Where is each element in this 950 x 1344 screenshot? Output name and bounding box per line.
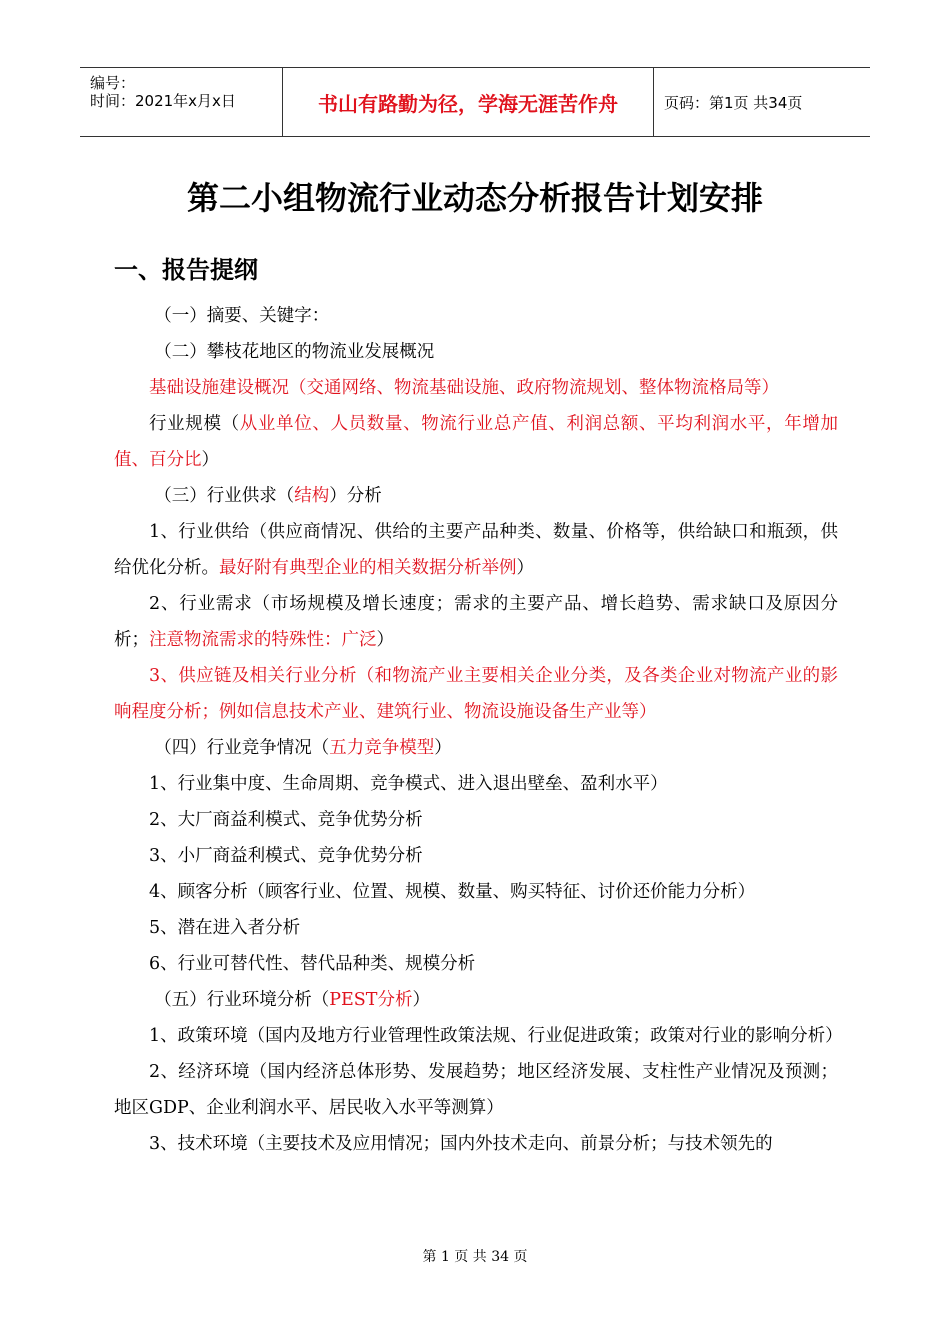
text-run: ） [412, 990, 430, 1010]
text-run: ）分析 [329, 486, 382, 506]
text-run: 1、行业供给（供应商情况、供给的主要产品种类、数量、价格等，供给缺口和瓶颈，供给优化分析。 [114, 522, 838, 578]
text-run: （五）行业环境分析（ [154, 990, 330, 1010]
section-heading: 一、报告提纲 [114, 256, 258, 284]
header-motto: 书山有路勤为径，学海无涯苦作舟 [318, 91, 618, 116]
outline-paragraph: 基础设施建设概况（交通网络、物流基础设施、政府物流规划、整体物流格局等） [149, 378, 779, 398]
highlight-text: 五力竞争模型 [329, 738, 435, 758]
outline-paragraph: 4、顾客分析（顾客行业、位置、规模、数量、购买特征、讨价还价能力分析） [149, 882, 756, 902]
text-run: ） [516, 558, 534, 578]
text-run: 2、行业需求（市场规模及增长速度；需求的主要产品、增长趋势、需求缺口及原因分析； [114, 594, 838, 650]
highlight-text: 最好附有典型企业的相关数据分析举例 [219, 558, 517, 578]
outline-paragraph: 6、行业可替代性、替代品种类、规模分析 [149, 954, 476, 974]
text-run: ） [434, 738, 452, 758]
outline-paragraph: 3、供应链及相关行业分析（和物流产业主要相关企业分类，及各类企业对物流产业的影响程度分析；例如信息技术产业、建筑行业、物流设施设备生产业等） [114, 666, 838, 722]
header-meta-cell [80, 68, 282, 136]
outline-paragraph [114, 406, 838, 478]
outline-item [114, 478, 838, 514]
outline-item: （一）摘要、关键字： [154, 306, 330, 326]
outline-paragraph: 3、技术环境（主要技术及应用情况；国内外技术走向、前景分析；与技术领先的 [149, 1134, 773, 1154]
outline-paragraph: 3、小厂商益利模式、竞争优势分析 [149, 846, 423, 866]
header-table [80, 67, 870, 137]
number-label: 编号： [90, 74, 136, 92]
text-run: ） [376, 630, 394, 650]
outline-paragraph: 2、经济环境（国内经济总体形势、发展趋势；地区经济发展、支柱性产业情况及预测；地区GDP、企业利润水平、居民收入水平等测算） [114, 1062, 838, 1118]
outline-item: （二）攀枝花地区的物流业发展概况 [154, 342, 435, 362]
header-page-label: 页码：第1页 共34页 [664, 93, 803, 112]
outline-paragraph [114, 586, 838, 658]
document-body [114, 298, 843, 1162]
outline-paragraph: 1、行业集中度、生命周期、竞争模式、进入退出壁垒、盈利水平） [149, 774, 668, 794]
date-label: 时间：2021年x月x日 [90, 92, 236, 110]
text-run: 行业规模（ [149, 414, 240, 434]
page-footer: 第 1 页 共 34 页 [422, 1249, 528, 1265]
document-title: 第二小组物流行业动态分析报告计划安排 [186, 179, 763, 217]
outline-paragraph [114, 514, 838, 586]
highlight-text: 从业单位、人员数量、物流行业总产值、利润总额、平均利润水平，年增加值、百分比 [114, 414, 839, 470]
text-run: （三）行业供求（ [154, 486, 295, 506]
highlight-text: 注意物流需求的特殊性：广泛 [149, 630, 377, 650]
outline-paragraph: 5、潜在进入者分析 [149, 918, 301, 938]
highlight-text: 结构 [294, 486, 330, 506]
text-run: （四）行业竞争情况（ [154, 738, 330, 758]
highlight-text: PEST分析 [329, 990, 413, 1010]
text-run: ） [201, 450, 219, 470]
outline-paragraph: 1、政策环境（国内及地方行业管理性政策法规、行业促进政策；政策对行业的影响分析） [149, 1026, 843, 1046]
outline-item [114, 982, 838, 1018]
outline-paragraph: 2、大厂商益利模式、竞争优势分析 [149, 810, 423, 830]
outline-item [114, 730, 838, 766]
